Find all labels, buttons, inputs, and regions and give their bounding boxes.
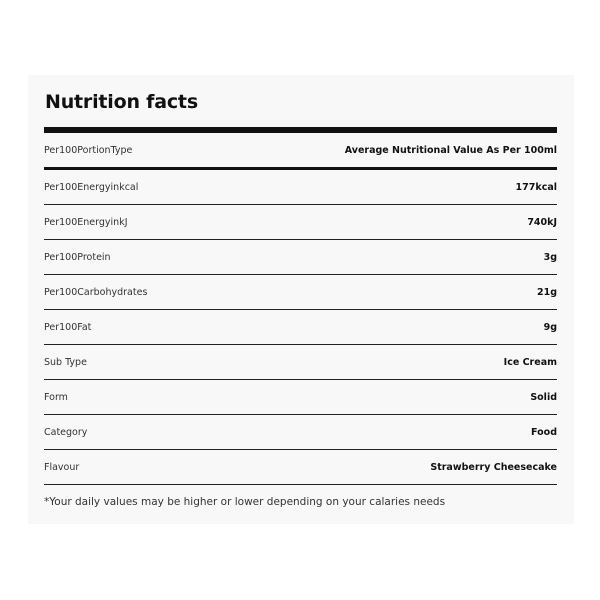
header-value: Average Nutritional Value As Per 100ml [344, 145, 557, 156]
row-label: Sub Type [44, 357, 87, 368]
row-value: 21g [536, 287, 557, 298]
row-value: 740kJ [527, 217, 557, 228]
row-label: Category [44, 427, 88, 438]
nutrition-table [44, 133, 557, 485]
table-row [44, 450, 557, 485]
row-label: Per100Protein [44, 252, 111, 263]
row-value: Strawberry Cheesecake [430, 462, 557, 473]
table-row [44, 310, 557, 345]
table-row [44, 170, 557, 205]
table-row [44, 275, 557, 310]
row-label: Per100Energyinkcal [44, 182, 139, 193]
row-label: Flavour [44, 462, 80, 473]
table-row [44, 380, 557, 415]
daily-values-footnote: *Your daily values may be higher or lower depending on your calaries needs [44, 496, 446, 508]
row-label: Per100Fat [44, 322, 92, 333]
table-header-row [44, 133, 557, 170]
row-label: Per100EnergyinkJ [44, 217, 128, 228]
row-value: Ice Cream [503, 357, 557, 368]
row-label: Form [44, 392, 68, 403]
row-value: 9g [543, 322, 557, 333]
table-row [44, 240, 557, 275]
table-row [44, 345, 557, 380]
row-label: Per100Carbohydrates [44, 287, 148, 298]
table-row [44, 415, 557, 450]
row-value: 3g [543, 252, 557, 263]
panel-title: Nutrition facts [45, 91, 198, 113]
nutrition-facts-panel [28, 75, 574, 524]
row-value: Solid [530, 392, 557, 403]
row-value: 177kcal [515, 182, 557, 193]
table-row [44, 205, 557, 240]
row-value: Food [531, 427, 557, 438]
header-label: Per100PortionType [44, 145, 133, 156]
